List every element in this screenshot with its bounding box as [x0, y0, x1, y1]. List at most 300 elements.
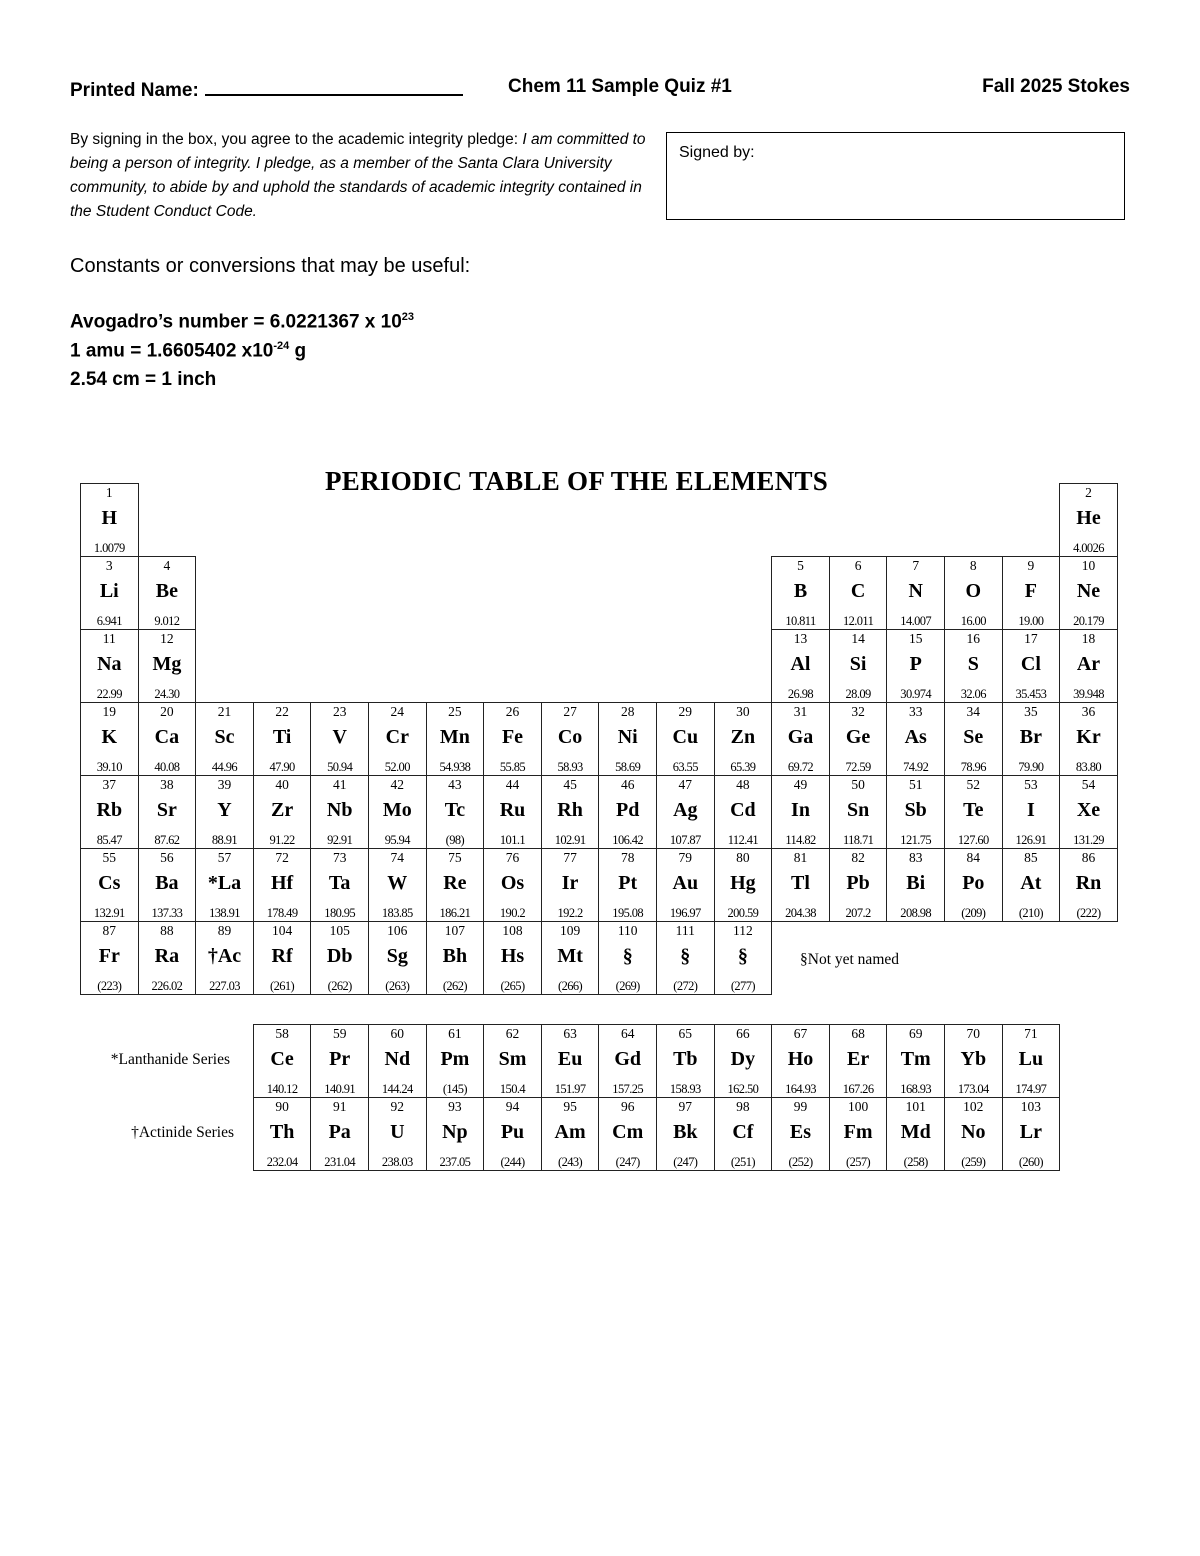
element-cell — [886, 629, 945, 703]
element-number: 95 — [563, 1099, 577, 1114]
element-number: 12 — [160, 631, 174, 646]
element-cell — [483, 1097, 542, 1171]
element-cell — [886, 1097, 945, 1171]
element-mass: 167.26 — [842, 1082, 874, 1096]
element-number: 35 — [1024, 704, 1038, 719]
element-number: 42 — [390, 777, 405, 792]
element-number: 90 — [275, 1099, 289, 1114]
element-number: 53 — [1024, 777, 1038, 792]
element-mass: 140.91 — [324, 1082, 356, 1096]
element-mass: (261) — [270, 979, 295, 993]
element-number: 103 — [1020, 1099, 1042, 1114]
element-cell — [541, 1097, 600, 1171]
element-symbol: B — [793, 580, 808, 602]
element-mass: (247) — [673, 1155, 698, 1169]
element-symbol: Mg — [152, 653, 182, 675]
element-mass: 157.25 — [612, 1082, 644, 1096]
element-cell — [541, 848, 600, 922]
element-number: 71 — [1024, 1026, 1038, 1041]
element-cell — [656, 921, 715, 995]
element-mass: 140.12 — [266, 1082, 298, 1096]
element-mass: 138.91 — [209, 906, 240, 920]
element-symbol: I — [1026, 799, 1035, 821]
element-symbol: Ge — [845, 726, 871, 748]
element-mass: 91.22 — [269, 833, 295, 847]
element-number: 74 — [390, 850, 405, 865]
element-number: 40 — [275, 777, 289, 792]
element-cell — [80, 629, 139, 703]
amu-exponent: -24 — [273, 340, 290, 352]
element-symbol: Am — [554, 1121, 586, 1143]
element-symbol: Sm — [498, 1048, 527, 1070]
element-mass: 16.00 — [960, 614, 986, 628]
element-number: 54 — [1081, 777, 1096, 792]
element-symbol: Se — [963, 726, 984, 748]
element-number: 33 — [908, 704, 923, 719]
element-symbol: § — [737, 945, 748, 967]
element-cell — [138, 848, 197, 922]
element-cell — [771, 848, 830, 922]
element-number: 34 — [966, 704, 981, 719]
element-mass: 74.92 — [903, 760, 929, 774]
element-mass: 65.39 — [730, 760, 756, 774]
element-symbol: Md — [900, 1121, 931, 1143]
element-cell — [310, 848, 369, 922]
element-mass: 137.33 — [151, 906, 183, 920]
element-symbol: Pd — [616, 799, 640, 821]
element-mass: 22.99 — [96, 687, 122, 701]
element-number: 85 — [1024, 850, 1038, 865]
element-number: 49 — [793, 777, 808, 792]
element-symbol: Ni — [617, 726, 638, 748]
element-symbol: Bk — [673, 1121, 698, 1143]
element-mass: 20.179 — [1073, 614, 1104, 628]
element-mass: (259) — [961, 1155, 986, 1169]
pledge-intro: By signing in the box, you agree to the academic integrity pledge: — [70, 131, 523, 148]
element-cell — [829, 775, 888, 849]
element-number: 28 — [620, 704, 635, 719]
avogadro-text: Avogadro’s number = 6.0221367 x 10 — [70, 311, 402, 333]
element-mass: 54.938 — [439, 760, 471, 774]
element-symbol: U — [390, 1121, 405, 1143]
element-symbol: Dy — [730, 1048, 756, 1070]
element-symbol: Zn — [730, 726, 756, 748]
element-symbol: Pr — [329, 1048, 351, 1070]
element-cell — [483, 775, 542, 849]
element-symbol: Cr — [385, 726, 409, 748]
element-mass: 158.93 — [669, 1082, 701, 1096]
element-number: 45 — [563, 777, 577, 792]
element-cell — [714, 775, 773, 849]
element-mass: 28.09 — [845, 687, 871, 701]
element-symbol: Lr — [1019, 1121, 1042, 1143]
element-number: 75 — [448, 850, 462, 865]
element-symbol: Si — [849, 653, 867, 675]
element-number: 22 — [275, 704, 289, 719]
element-symbol: Na — [97, 653, 122, 675]
element-cell — [1059, 848, 1118, 922]
element-symbol: *La — [207, 872, 242, 894]
element-mass: (251) — [730, 1155, 755, 1169]
element-cell — [195, 921, 254, 995]
element-symbol: Re — [443, 872, 467, 894]
element-cell — [829, 1024, 888, 1098]
element-cell — [195, 775, 254, 849]
element-number: 50 — [851, 777, 865, 792]
element-mass: (277) — [730, 979, 755, 993]
element-number: 27 — [563, 704, 577, 719]
element-mass: 35.453 — [1015, 687, 1047, 701]
element-number: 5 — [797, 558, 804, 573]
element-mass: 162.50 — [727, 1082, 759, 1096]
element-symbol: Fr — [98, 945, 120, 967]
element-symbol: Cs — [98, 872, 121, 894]
element-symbol: Hg — [730, 872, 756, 894]
element-cell — [80, 483, 139, 557]
element-number: 86 — [1081, 850, 1096, 865]
element-cell — [195, 702, 254, 776]
element-number: 72 — [275, 850, 289, 865]
element-number: 109 — [559, 923, 581, 938]
element-mass: 87.62 — [154, 833, 180, 847]
inch-conversion: 2.54 cm = 1 inch — [70, 369, 217, 390]
element-number: 39 — [217, 777, 232, 792]
element-number: 61 — [448, 1026, 462, 1041]
element-symbol: Lu — [1018, 1048, 1044, 1070]
element-number: 37 — [102, 777, 117, 792]
element-number: 102 — [963, 1099, 984, 1114]
element-mass: 226.02 — [151, 979, 183, 993]
element-mass: (209) — [961, 906, 986, 920]
element-number: 47 — [678, 777, 693, 792]
element-number: 89 — [217, 923, 232, 938]
element-cell — [541, 702, 600, 776]
element-number: 46 — [620, 777, 635, 792]
element-mass: 204.38 — [785, 906, 816, 920]
element-number: 8 — [969, 558, 977, 573]
element-cell — [886, 775, 945, 849]
element-number: 87 — [102, 923, 117, 938]
element-symbol: Al — [790, 653, 811, 675]
element-symbol: Pu — [500, 1121, 525, 1143]
element-number: 58 — [275, 1026, 289, 1041]
element-symbol: O — [965, 580, 982, 602]
element-cell — [426, 1024, 485, 1098]
element-number: 51 — [908, 777, 923, 792]
element-mass: 164.93 — [785, 1082, 816, 1096]
element-mass: 173.04 — [957, 1082, 989, 1096]
element-symbol: S — [967, 653, 979, 675]
constants-heading: Constants or conversions that may be useful: — [70, 255, 471, 277]
element-number: 30 — [736, 704, 750, 719]
element-symbol: Cd — [730, 799, 756, 821]
element-symbol: Os — [500, 872, 525, 894]
element-mass: 10.811 — [785, 614, 816, 628]
element-symbol: V — [332, 726, 347, 748]
element-number: 81 — [793, 850, 808, 865]
element-mass: 50.94 — [327, 760, 353, 774]
element-number: 88 — [160, 923, 174, 938]
element-symbol: Ir — [561, 872, 579, 894]
element-symbol: Ag — [673, 799, 698, 821]
element-symbol: W — [387, 872, 408, 894]
element-cell — [80, 775, 139, 849]
element-mass: (266) — [558, 979, 583, 993]
element-number: 9 — [1027, 558, 1035, 573]
element-symbol: Co — [557, 726, 583, 748]
element-symbol: †Ac — [207, 945, 242, 967]
element-mass: 192.2 — [557, 906, 583, 920]
element-mass: (222) — [1076, 906, 1101, 920]
element-cell — [138, 775, 197, 849]
element-symbol: Sg — [386, 945, 408, 967]
element-cell — [598, 1097, 657, 1171]
element-number: 1 — [105, 485, 113, 500]
amu-text: 1 amu = 1.6605402 x10 — [70, 340, 274, 362]
element-mass: 126.91 — [1015, 833, 1047, 847]
element-number: 67 — [793, 1026, 808, 1041]
element-mass: 102.91 — [554, 833, 586, 847]
element-mass: 151.97 — [554, 1082, 586, 1096]
element-mass: 168.93 — [900, 1082, 932, 1096]
element-cell — [426, 775, 485, 849]
element-symbol: Mt — [557, 945, 583, 967]
element-mass: 150.4 — [499, 1082, 526, 1096]
element-cell — [80, 702, 139, 776]
element-number: 23 — [332, 704, 347, 719]
element-number: 108 — [502, 923, 523, 938]
amu-unit: g — [289, 340, 307, 362]
element-symbol: Hs — [500, 945, 525, 967]
element-cell — [886, 848, 945, 922]
element-cell — [1002, 848, 1061, 922]
element-symbol: Nd — [384, 1048, 411, 1070]
element-cell — [771, 775, 830, 849]
element-mass: 1.0079 — [93, 541, 125, 555]
element-mass: 207.2 — [845, 906, 871, 920]
element-number: 25 — [448, 704, 462, 719]
element-number: 36 — [1081, 704, 1096, 719]
element-mass: 88.91 — [211, 833, 238, 847]
element-cell — [771, 1097, 830, 1171]
element-mass: (257) — [846, 1155, 871, 1169]
element-mass: 39.10 — [96, 760, 122, 774]
element-number: 105 — [329, 923, 350, 938]
element-symbol: Th — [269, 1121, 295, 1143]
element-number: 107 — [444, 923, 466, 938]
element-cell — [368, 775, 427, 849]
pledge-text: I am committed to being a person of integrity. I pledge, as a member of the Santa Clara University community, to abide by and uphold the standards of academic integrity contained in the Student Conduct Code. — [70, 131, 646, 220]
element-number: 29 — [678, 704, 693, 719]
element-mass: 178.49 — [266, 906, 298, 920]
element-cell — [944, 1097, 1003, 1171]
element-mass: 14.007 — [900, 614, 932, 628]
element-number: 43 — [448, 777, 462, 792]
actinide-series-label: †Actinide Series — [131, 1124, 234, 1141]
term-instructor: Fall 2025 Stokes — [982, 76, 1130, 97]
element-cell — [714, 1097, 773, 1171]
element-number: 32 — [851, 704, 865, 719]
element-mass: 101.1 — [499, 833, 526, 847]
element-symbol: Mo — [382, 799, 412, 821]
element-mass: 232.04 — [266, 1155, 298, 1169]
element-mass: (145) — [442, 1082, 467, 1096]
element-cell — [1059, 629, 1118, 703]
element-number: 4 — [163, 558, 171, 573]
element-cell — [195, 848, 254, 922]
element-cell — [1059, 483, 1118, 557]
element-symbol: Tm — [900, 1048, 931, 1070]
element-cell — [368, 848, 427, 922]
element-symbol: No — [961, 1121, 986, 1143]
element-mass: 121.75 — [900, 833, 932, 847]
element-number: 93 — [448, 1099, 462, 1114]
element-cell — [426, 702, 485, 776]
element-mass: 83.80 — [1075, 760, 1102, 774]
element-mass: 4.0026 — [1073, 541, 1104, 555]
element-symbol: Pm — [440, 1048, 470, 1070]
element-symbol: Np — [442, 1121, 468, 1143]
element-cell — [714, 921, 773, 995]
element-cell — [714, 1024, 773, 1098]
element-number: 6 — [854, 558, 862, 573]
element-cell — [598, 775, 657, 849]
element-cell — [944, 1024, 1003, 1098]
element-number: 38 — [160, 777, 174, 792]
element-number: 111 — [675, 923, 695, 938]
element-mass: 237.05 — [439, 1155, 471, 1169]
element-cell — [714, 702, 773, 776]
element-number: 11 — [102, 631, 116, 646]
element-symbol: Ra — [154, 945, 180, 967]
element-mass: 63.55 — [672, 760, 698, 774]
element-number: 84 — [966, 850, 981, 865]
element-number: 14 — [851, 631, 865, 646]
element-cell — [656, 1024, 715, 1098]
element-symbol: Au — [672, 872, 699, 894]
element-symbol: Ta — [328, 872, 351, 894]
quiz-title: Chem 11 Sample Quiz #1 — [508, 76, 732, 97]
element-mass: 112.41 — [727, 833, 759, 847]
element-mass: (269) — [615, 979, 640, 993]
element-number: 31 — [793, 704, 808, 719]
element-symbol: Cf — [732, 1121, 754, 1143]
element-symbol: Ca — [154, 726, 180, 748]
element-symbol: Po — [962, 872, 985, 894]
element-symbol: Ba — [155, 872, 179, 894]
element-cell — [829, 629, 888, 703]
element-symbol: Xe — [1076, 799, 1101, 821]
element-cell — [1002, 1024, 1061, 1098]
element-cell — [829, 1097, 888, 1171]
element-mass: 195.08 — [612, 906, 644, 920]
element-symbol: Bi — [906, 872, 926, 894]
element-number: 77 — [563, 850, 577, 865]
element-symbol: Cu — [672, 726, 699, 748]
element-cell — [483, 1024, 542, 1098]
element-mass: 180.95 — [324, 906, 356, 920]
element-number: 26 — [505, 704, 520, 719]
element-cell — [310, 921, 369, 995]
element-cell — [483, 848, 542, 922]
printed-name-label: Printed Name: — [70, 80, 199, 101]
element-mass: 200.59 — [727, 906, 759, 920]
element-symbol: Li — [99, 580, 119, 602]
element-number: 10 — [1081, 558, 1096, 573]
element-symbol: Tl — [791, 872, 810, 894]
element-mass: (252) — [788, 1155, 813, 1169]
element-number: 16 — [966, 631, 981, 646]
element-symbol: Db — [326, 945, 353, 967]
element-mass: 186.21 — [439, 906, 471, 920]
element-symbol: Tb — [673, 1048, 698, 1070]
element-symbol: Ar — [1076, 653, 1101, 675]
element-cell — [310, 702, 369, 776]
element-number: 52 — [966, 777, 981, 792]
element-number: 79 — [678, 850, 693, 865]
element-number: 91 — [332, 1099, 347, 1114]
element-mass: 12.011 — [842, 614, 874, 628]
element-number: 70 — [966, 1026, 981, 1041]
element-symbol: Rf — [271, 945, 293, 967]
element-cell — [714, 848, 773, 922]
element-mass: 69.72 — [787, 760, 814, 774]
element-mass: 238.03 — [381, 1155, 413, 1169]
element-number: 7 — [912, 558, 920, 573]
element-symbol: Ce — [270, 1048, 294, 1070]
element-symbol: Gd — [614, 1048, 642, 1070]
element-symbol: Fm — [843, 1121, 873, 1143]
element-cell — [944, 775, 1003, 849]
element-symbol: Kr — [1076, 726, 1101, 748]
element-symbol: § — [622, 945, 633, 967]
element-cell — [598, 702, 657, 776]
element-number: 92 — [390, 1099, 405, 1114]
element-number: 48 — [736, 777, 750, 792]
element-number: 15 — [908, 631, 923, 646]
element-cell — [1002, 629, 1061, 703]
element-mass: 78.96 — [960, 760, 986, 774]
element-number: 68 — [851, 1026, 865, 1041]
element-symbol: Cm — [612, 1121, 644, 1143]
element-cell — [368, 1024, 427, 1098]
element-mass: 131.29 — [1073, 833, 1104, 847]
element-symbol: Ga — [787, 726, 814, 748]
element-cell — [138, 702, 197, 776]
element-symbol: Mn — [439, 726, 470, 748]
element-mass: 58.93 — [557, 760, 583, 774]
element-mass: 92.91 — [327, 833, 353, 847]
element-symbol: Ru — [499, 799, 526, 821]
element-mass: (263) — [385, 979, 410, 993]
signature-label: Signed by: — [679, 144, 755, 161]
element-mass: 52.00 — [384, 760, 410, 774]
element-cell — [944, 629, 1003, 703]
element-number: 110 — [617, 923, 638, 938]
element-symbol: N — [908, 580, 923, 602]
element-mass: 47.90 — [269, 760, 295, 774]
element-number: 80 — [736, 850, 750, 865]
element-cell — [656, 775, 715, 849]
element-symbol: Sb — [904, 799, 927, 821]
element-number: 56 — [160, 850, 174, 865]
element-mass: (210) — [1018, 906, 1043, 920]
element-number: 64 — [620, 1026, 635, 1041]
element-cell — [426, 1097, 485, 1171]
element-mass: (98) — [445, 833, 465, 847]
element-cell — [483, 702, 542, 776]
element-cell — [771, 629, 830, 703]
